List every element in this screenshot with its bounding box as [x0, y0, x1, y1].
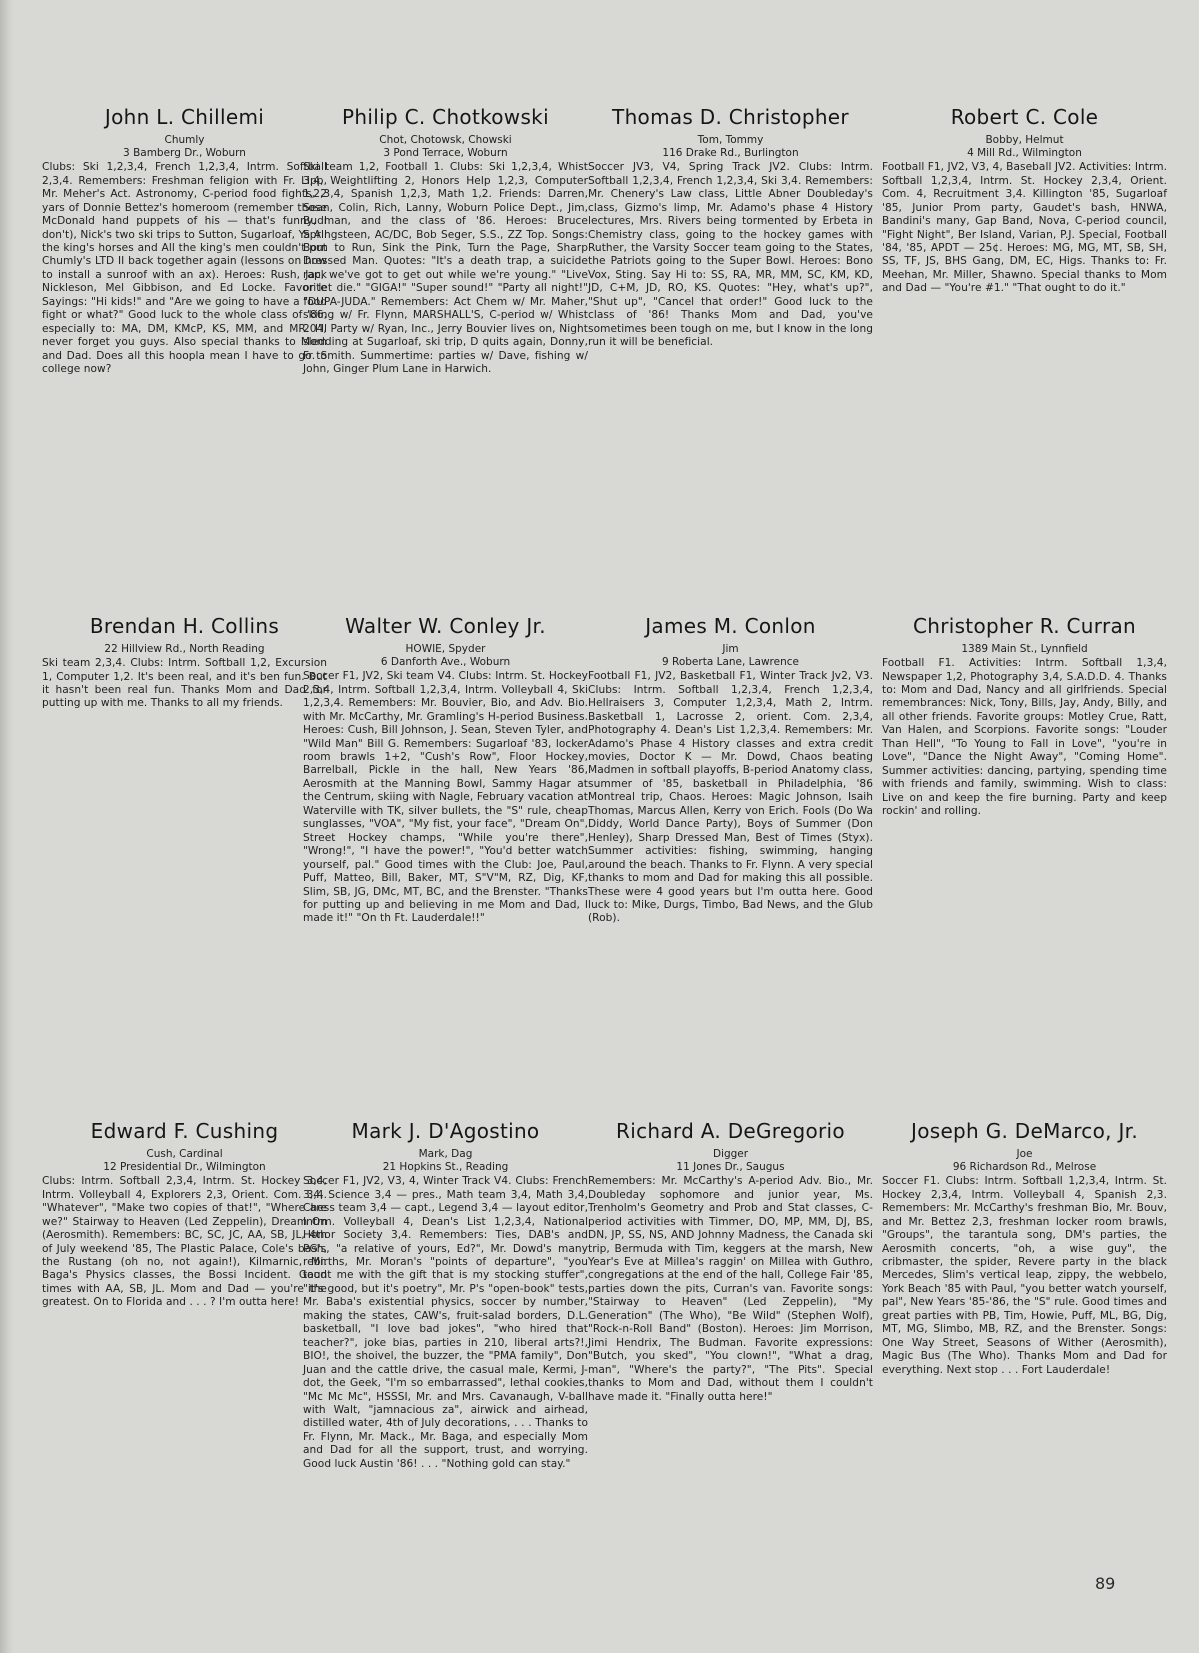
senior-name: Brendan H. Collins	[89, 614, 280, 638]
senior-address: 22 Hillview Rd., North Reading	[104, 643, 265, 655]
senior-bio: Ski team 2,3,4. Clubs: Intrm. Softball 1,2, Excursion 1, Computer 1,2. It's been real, and it's ben fun. But it hasn't been real fun. Thanks Mom and Dad for putting up with me. Thanks to all my friends.	[42, 657, 327, 710]
senior-bio: Football F1. Activities: Intrm. Softball 1,3,4, Newspaper 1,2, Photography 3,4, S.A.D.D. 4. Thanks to: Mom and Dad, Nancy and all girlfriends. Special remembrances: Nick, Tony, Bills, Jay, Andy, Billy, and all other friends. Favorite groups: Motley Crue, Ratt, Van Halen, and Scorpions. Favorite songs: "Louder Than Hell", "To Young to Fall in Love", "you're in Love", "Dance the Night Away", "Coming Home". Summer activities: dancing, partying, spending time with friends and family, swimming. Wish to class: Live on and keep the fire burning. Party and keep rockin' and rolling.	[882, 657, 1167, 818]
senior-nickname: Digger	[712, 1148, 749, 1160]
senior-address: 4 Mill Rd., Wilmington	[967, 147, 1082, 160]
senior-entry	[882, 613, 1167, 819]
senior-name: John L. Chillemi	[104, 105, 265, 129]
senior-entry	[882, 104, 1167, 296]
senior-address: 6 Danforth Ave., Woburn	[380, 656, 511, 669]
senior-name: Walter W. Conley Jr.	[345, 614, 546, 638]
senior-name: James M. Conlon	[645, 614, 816, 638]
senior-address: 12 Presidential Dr., Wilmington	[103, 1161, 266, 1174]
senior-address: 9 Roberta Lane, Lawrence	[662, 656, 799, 669]
senior-entry	[588, 104, 873, 350]
senior-name: Mark J. D'Agostino	[351, 1119, 540, 1143]
senior-bio: Soccer F1, JV2, Ski team V4. Clubs: Intrm. St. Hockey 2,3,4, Intrm. Softball 1,2,3,4, Intrm. Volleyball 4, Ski 1,2,3,4. Remembers: Mr. Bouvier, Bio, and Adv. Bio. with Mr. McCarthy, Mr. Gramling's H-period Business. Heroes: Cush, Bill Johnson, J. Sean, Steven Tyler, and "Wild Man" Bill G. Remembers: Sugarloaf '83, locker room brawls 1+2, "Cush's Row", Floor Hockey, Barrelball, Pickle in the hall, New Years '86, Aerosmith at the Manning Bowl, Sammy Hagar at the Centrum, skiing with Nagle, February vacation at Waterville with TK, silver bullets, the "S" rule, cheap sunglasses, "VOA", "My fist, your face", "Dream On", Street Hockey champs, "While you're there", "Wrong!", "I have the power!", "You'd better watch yourself, pal." Good times with the Club: Joe, Paul, Puff, Matteo, Bill, Baker, MT, S"V"M, RZ, Dig, KF, Slim, SB, JG, DMc, MT, BC, and the Brenster. "Thanks for putting up and believing in me Mom and Dad, I made it!" "On th Ft. Lauderdale!!"	[303, 670, 588, 925]
senior-address: 21 Hopkins St., Reading	[382, 1161, 509, 1174]
senior-entry	[42, 104, 327, 377]
senior-bio: Football F1, JV2, V3, 4, Baseball JV2. Activities: Intrm. Softball 1,2,3,4, Intrm. St. Hockey 2,3,4, Orient. Com. 4, Recruitment 3,4. Killington '85, Sugarloaf '85, Junior Prom party, Gaudet's bash, HNWA, Bandini's many, Gap Band, Nova, C-period council, "Fight Night", Ber Island, Varian, P.J. Special, Football '84, '85, APDT — 25¢. Heroes: MG, MG, MT, SB, SH, SS, TF, JS, BHS Gang, DM, EC, Higs. Thanks to: Fr. Meehan, Mr. Miller, Shawno. Special thanks to Mom and Dad — "You're #1." "That ought to do it."	[882, 161, 1167, 295]
senior-bio: Ski team 1,2, Football 1. Clubs: Ski 1,2,3,4, Whist 3,4, Weightlifting 2, Honors Help 1,2,3, Computer 1,2,3,4, Spanish 1,2,3, Math 1,2. Friends: Darren, Sean, Colin, Rich, Lanny, Woburn Police Dept., Jim, Budman, and the class of '86. Heroes: Bruce Springsteen, AC/DC, Bob Seger, S.S., ZZ Top. Songs: Born to Run, Sink the Pink, Turn the Page, Sharp Dressed Man. Quotes: "It's a death trap, a suicide rap, we've got to get out while we're young." "Live or let die." "GIGA!" "Super sound!" "Party all night!" "DUPA-JUDA." Remembers: Act Chem w/ Mr. Maher, skiing w/ Fr. Flynn, MARSHALL'S, C-period w/ Whist 204, Party w/ Ryan, Inc., Jerry Bouvier lives on, Night sledding at Sugarloaf, ski trip, D quits again, Donny, Fr. Smith. Summertime: parties w/ Dave, fishing w/ John, Ginger Plum Lane in Harwich.	[303, 161, 588, 376]
page-number: 89	[1095, 1574, 1116, 1593]
senior-name: Edward F. Cushing	[90, 1119, 279, 1143]
senior-nickname: Chot, Chotowsk, Chowski	[379, 134, 512, 146]
senior-nickname: Joe	[1016, 1148, 1033, 1160]
senior-name: Christopher R. Curran	[912, 614, 1137, 638]
senior-name: Richard A. DeGregorio	[616, 1119, 845, 1143]
senior-entry	[42, 613, 327, 711]
senior-entry	[882, 1118, 1167, 1377]
senior-address: 3 Pond Terrace, Woburn	[383, 147, 508, 160]
senior-nickname: Bobby, Helmut	[985, 134, 1064, 146]
senior-nickname: HOWIE, Spyder	[405, 643, 486, 655]
senior-address: 116 Drake Rd., Burlington	[662, 147, 799, 160]
senior-entry	[588, 613, 873, 926]
senior-name: Thomas D. Christopher	[612, 105, 849, 129]
senior-entry	[303, 1118, 588, 1471]
senior-nickname: Tom, Tommy	[697, 134, 764, 146]
senior-bio: Soccer JV3, V4, Spring Track JV2. Clubs: Intrm. Softball 1,2,3,4, French 1,2,3,4, Ski 3,4. Remembers: Mr. Chenery's Law class, Little Abner Doubleday's class, Gizmo's limp, Mr. Adamo's phase 4 History lectures, Mrs. Rivers being tormented by Erbeta in Chemistry class, going to the hockey games with Ruther, the Varsity Soccer team going to the States, the Patriots going to the Super Bowl. Heroes: Bono Vox, Sting. Say Hi to: SS, RA, MR, MM, SC, KM, KD, JD, C+M, JD, RO, KS. Quotes: "Hey, what's up?", "Shut up", "Cancel that order!" Good luck to the class of '86! Thanks Mom and Dad, you've sometimes been tough on me, but I know in the long run it will be beneficial.	[588, 161, 873, 349]
senior-nickname: Mark, Dag	[418, 1148, 473, 1160]
senior-address: 1389 Main St., Lynnfield	[961, 643, 1088, 655]
senior-bio: Soccer F1, JV2, V3, 4, Winter Track V4. Clubs: French 3,4, Science 3,4 — pres., Math team 3,4, Math 3,4, Chess team 3,4 — capt., Legend 3,4 — layout editor, Intrm. Volleyball 4, Dean's List 1,2,3,4, National Honor Society 3,4. Remembers: Ties, DAB's and PG's, "a relative of yours, Ed?", Mr. Dowd's many rebirths, Mr. Moran's "points of departure", "you taunt me with the gift that is my stocking stuffer", "it's good, but it's poetry", Mr. P's "open-book" tests, Mr. Baba's existential physics, soccer by number, making the states, CAW's, fruit-salad borders, D.L. basketball, "I love bad jokes", "who hired that teacher?", joke bias, parties in 210, liberal arts?!, BIO!, the shoivel, the buzzer, the "PMA family", Don Juan and the cattle drive, the casual male, Kermi, J-dot, the Geek, "I'm so embarrassed", lethal cookies, "Mc Mc Mc", HSSSI, Mr. and Mrs. Cavanaugh, V-ball with Walt, "jamnacious za", airwick and airhead, distilled water, 4th of July decorations, . . . Thanks to Fr. Flynn, Mr. Mack., Mr. Baga, and especially Mom and Dad for all the support, trust, and worrying. Good luck Austin '86! . . . "Nothing gold can stay."	[303, 1175, 588, 1470]
senior-address: 96 Richardson Rd., Melrose	[952, 1161, 1097, 1174]
senior-bio: Soccer F1. Clubs: Intrm. Softball 1,2,3,4, Intrm. St. Hockey 2,3,4, Intrm. Volleyball 4, Spanish 2,3. Remembers: Mr. McCarthy's freshman Bio, Mr. Bouv, and Mr. Bettez 2,3, freshman locker room brawls, "Groups", the tarantula song, DM's parties, the Aerosmith concerts, "oh, a wise guy", the cribmaster, the spider, Revere party in the black Mercedes, Slim's vertical leap, zippy, the webbelo, York Beach '85 with Paul, "you better watch yourself, pal", New Years '85-'86, the "S" rule. Good times and great parties with PB, Tim, Howie, Puff, ML, BG, Dig, MT, MG, Slimbo, MB, RZ, and the Brenster. Songs: One Way Street, Seasons of Wither (Aerosmith), Magic Bus (The Who). Thanks Mom and Dad for everything. Next stop . . . Fort Lauderdale!	[882, 1175, 1167, 1376]
senior-address: 11 Jones Dr., Saugus	[676, 1161, 785, 1174]
senior-nickname: Chumly	[164, 134, 205, 146]
senior-bio: Remembers: Mr. McCarthy's A-period Adv. Bio., Mr. Doubleday sophomore and junior year, Ms. Trenholm's Geometry and Prob and Stat classes, C-period activities with Timmer, DO, MP, MM, DJ, BS, DN, JP, SS, NS, AND Johnny Madness, the Canada ski trip, Bermuda with Tim, keggers at the marsh, New Year's Eve at Millea's raggin' on Millea with Guthro, congregations at the end of the hall, College Fair '85, parties down the pits, Curran's van. Favorite songs: "Stairway to Heaven" (Led Zeppelin), "My Generation" (The Who), "Be Wild" (Stephen Wolf), "Rock-n-Roll Band" (Boston). Heroes: Jim Morrison, Jimi Hendrix, The Budman. Favorite expressions: "Butch, you sked", "You clown!", "What a drag, man", "Where's the party?", "The Pits". Special thanks to Mom and Dad, without them I couldn't have made it. "Finally outta here!"	[588, 1175, 873, 1403]
senior-entry	[588, 1118, 873, 1404]
page-binding-edge	[0, 0, 14, 1653]
senior-nickname: Jim	[722, 643, 739, 655]
senior-name: Robert C. Cole	[950, 105, 1099, 129]
senior-entry	[42, 1118, 327, 1310]
senior-name: Philip C. Chotkowski	[342, 105, 549, 129]
senior-nickname: Cush, Cardinal	[146, 1148, 223, 1160]
senior-bio: Clubs: Ski 1,2,3,4, French 1,2,3,4, Intrm. Softball 2,3,4. Remembers: Freshman feligion with Fr. Lipp, Mr. Meher's Act. Astronomy, C-period food fights, 2 yars of Donnie Bettez's homeroom (remember those McDonald hand puppets of his — that's funny, I don't), Nick's two ski trips to Sutton, Sugarloaf, Ya All the king's horses and All the king's men couldn't put Chumly's LTD II back together again (lessons on how to install a sunroof with an ax). Heroes: Rush, Jack Nickleson, Mel Gibbison, and Ed Locke. Favorite Sayings: "Hi kids!" and "Are we going to have a food fight or what?" Good luck to the whole class of '86, especially to: MA, DM, KMcP, KS, MM, and MR. I'll never forget you guys. Also special thanks to Mom and Dad. Does all this hoopla mean I have to go to college now?	[42, 161, 327, 376]
senior-entry	[303, 613, 588, 926]
senior-bio: Clubs: Intrm. Softball 2,3,4, Intrm. St. Hockey 3,4, Intrm. Volleyball 4, Explorers 2,3, Orient. Com. 3,4. "Whatever", "Make two copies of that!", "Where are we?" Stairway to Heaven (Led Zeppelin), Dream On (Aerosmith). Remembers: BC, SC, JC, AA, SB, JL, 4th of July weekend '85, The Plastic Palace, Cole's bash, the Rustang (oh no, not again!), Kilmarnic, Mr. Baga's Physics classes, the Bossi Incident. Good times with AA, SB, JL. Mom and Dad — you're the greatest. On to Florida and . . . ? I'm outta here!	[42, 1175, 327, 1309]
senior-bio: Football F1, JV2, Basketball F1, Winter Track Jv2, V3. Clubs: Intrm. Softball 1,2,3,4, French 1,2,3,4, Hellraisers 3, Computer 1,2,3,4, Math 2, Intrm. Basketball 1, Lacrosse 2, orient. Com. 2,3,4, Photography 4. Dean's List 1,2,3,4. Remembers: Mr. Adamo's Phase 4 History classes and extra credit movies, Doctor K — Mr. Dowd, Chaos beating Madmen in softball playoffs, B-period Anatomy class, summer of '85, basketball in Philadelphia, '86 Montreal trip, Chaos. Heroes: Magic Johnson, Isaih Thomas, Marcus Allen, Kerry von Erich. Fools (Do Wa Diddy, World Dance Party), Boys of Summer (Don Henley), Sharp Dressed Man, Best of Times (Styx). Summer activities: fishing, swimming, hanging around the beach. Thanks to Fr. Flynn. A very special thanks to mom and Dad for making this all possible. These were 4 good years but I'm outta here. Good luck to: Mike, Durgs, Timbo, Bad News, and the Glub (Rob).	[588, 670, 873, 925]
senior-address: 3 Bamberg Dr., Woburn	[123, 147, 246, 160]
senior-entry	[303, 104, 588, 377]
senior-name: Joseph G. DeMarco, Jr.	[911, 1119, 1138, 1143]
